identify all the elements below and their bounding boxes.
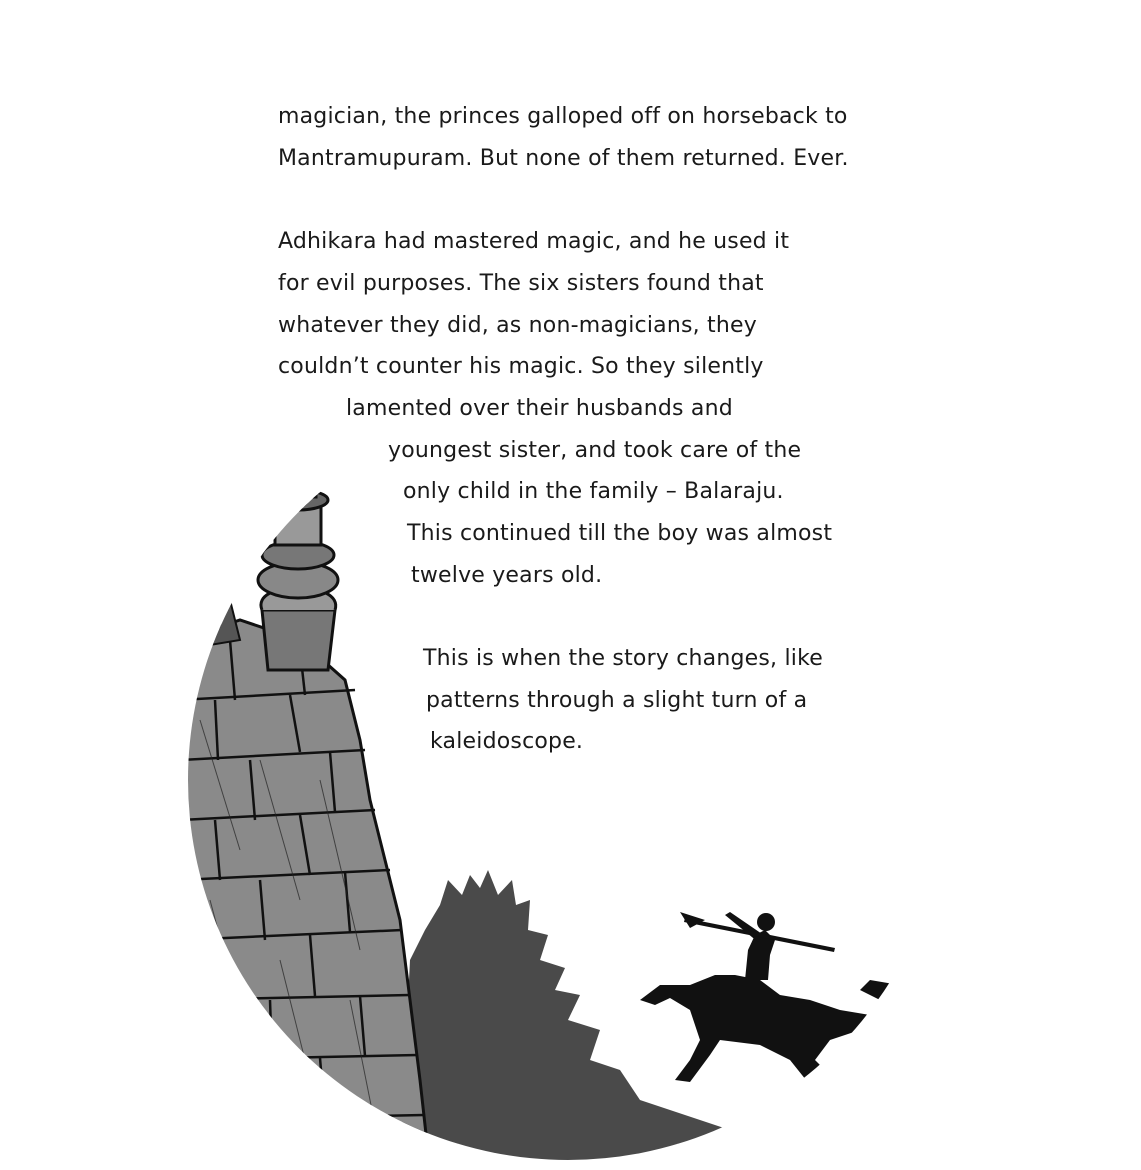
- text-line: patterns through a slight turn of a: [426, 688, 808, 713]
- text-line: magician, the princes galloped off on horseback to: [278, 104, 848, 129]
- text-line: twelve years old.: [411, 563, 603, 588]
- fort-tower: [258, 420, 338, 670]
- text-line: lamented over their husbands and: [346, 396, 733, 421]
- horsemen-silhouette: [640, 912, 950, 1085]
- battlement: [160, 510, 240, 650]
- fort-wall: [180, 620, 430, 1170]
- text-line: kaleidoscope.: [430, 729, 584, 754]
- text-line: This is when the story changes, like: [423, 646, 823, 671]
- text-line: only child in the family – Balaraju.: [403, 479, 784, 504]
- text-line: couldn’t counter his magic. So they silently: [278, 354, 764, 379]
- text-line: whatever they did, as non-magicians, they: [278, 313, 757, 338]
- text-line: This continued till the boy was almost: [407, 521, 833, 546]
- text-line: Adhikara had mastered magic, and he used it: [278, 229, 790, 254]
- text-line: Mantramupuram. But none of them returned. Ever.: [278, 146, 849, 171]
- text-line: for evil purposes. The six sisters found that: [278, 271, 764, 296]
- text-line: youngest sister, and took care of the: [388, 438, 802, 463]
